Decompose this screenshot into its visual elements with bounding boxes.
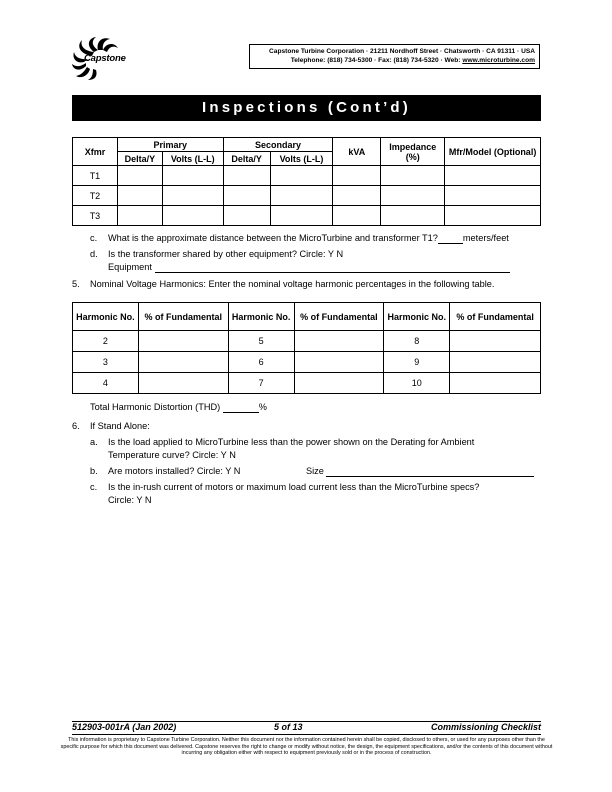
header-harmonic: Harmonic No. (384, 303, 450, 331)
item-6a-line1: Is the load applied to MicroTurbine less than the power shown on the Derating for Ambient (108, 437, 475, 447)
input-cell[interactable] (381, 186, 445, 206)
logo-text: Capstone (84, 53, 126, 64)
capstone-logo (70, 36, 132, 80)
company-address-box (249, 44, 540, 69)
row-label: T1 (73, 166, 118, 186)
input-cell[interactable] (138, 331, 228, 352)
header-pct: % of Fundamental (294, 303, 384, 331)
harmonic-number: 10 (384, 373, 450, 394)
item-6c-line1: Is the in-rush current of motors or maximum load current less than the MicroTurbine specs? (108, 482, 480, 492)
header-kva: kVA (333, 138, 381, 166)
table-row (73, 331, 541, 352)
input-cell[interactable] (450, 331, 541, 352)
input-cell[interactable] (294, 373, 384, 394)
header-mfr-model: Mfr/Model (Optional) (445, 138, 541, 166)
input-cell[interactable] (294, 352, 384, 373)
input-cell[interactable] (138, 373, 228, 394)
header-secondary-delta: Delta/Y (223, 152, 270, 166)
item-6a-line2: Temperature curve? Circle: Y N (108, 450, 236, 460)
item-5-label: 5. (72, 279, 80, 289)
table-row (73, 373, 541, 394)
header-harmonic: Harmonic No. (73, 303, 139, 331)
item-6b-label: b. (90, 466, 98, 476)
item-6b-text: Are motors installed? Circle: Y N (108, 466, 241, 476)
website-link[interactable]: www.microturbine.com (462, 56, 535, 64)
input-cell[interactable] (223, 166, 270, 186)
page-title: Inspections (Cont’d) (72, 95, 541, 121)
input-cell[interactable] (450, 373, 541, 394)
harmonics-table (72, 302, 541, 394)
harmonic-number: 3 (73, 352, 139, 373)
input-cell[interactable] (445, 206, 541, 226)
header-secondary: Secondary (223, 138, 333, 152)
page-number: 5 of 13 (274, 722, 303, 732)
harmonic-number: 6 (228, 352, 294, 373)
address-line: Capstone Turbine Corporation · 21211 Nordhoff Street · Chatsworth · CA 91311 · USA (269, 48, 535, 55)
item-c-line (108, 232, 509, 244)
harmonic-number: 9 (384, 352, 450, 373)
thd-line (90, 401, 267, 413)
size-label: Size (306, 466, 324, 476)
input-cell[interactable] (445, 166, 541, 186)
equipment-line (108, 261, 510, 273)
header-impedance: Impedance (%) (381, 138, 445, 166)
input-cell[interactable] (333, 166, 381, 186)
document-title: Commissioning Checklist (430, 722, 541, 732)
header-pct: % of Fundamental (138, 303, 228, 331)
input-cell[interactable] (270, 206, 333, 226)
size-line (306, 465, 534, 477)
harmonic-number: 7 (228, 373, 294, 394)
input-cell[interactable] (270, 166, 333, 186)
item-6c-line2: Circle: Y N (108, 495, 152, 505)
input-cell[interactable] (333, 186, 381, 206)
header-xfmr: Xfmr (73, 138, 118, 166)
item-6c-label: c. (90, 482, 98, 492)
item-c-suffix: meters/feet (462, 233, 509, 243)
input-cell[interactable] (270, 186, 333, 206)
header-pct: % of Fundamental (450, 303, 541, 331)
input-cell[interactable] (162, 186, 223, 206)
table-row (73, 186, 541, 206)
thd-blank[interactable] (223, 403, 259, 413)
item-5-text: Nominal Voltage Harmonics: Enter the nominal voltage harmonic percentages in the following table. (90, 279, 495, 289)
table-row (73, 352, 541, 373)
table-row (73, 206, 541, 226)
item-c-text: What is the approximate distance between the MicroTurbine and transformer T1? (108, 233, 438, 243)
input-cell[interactable] (138, 352, 228, 373)
row-label: T2 (73, 186, 118, 206)
input-cell[interactable] (381, 206, 445, 226)
input-cell[interactable] (445, 186, 541, 206)
item-6a-label: a. (90, 437, 98, 447)
header-primary-volts: Volts (L-L) (162, 152, 223, 166)
disclaimer: This information is proprietary to Capstone Turbine Corporation. Neither this document nor the information contained herein shall be copied, disclosed to others, or used for any purposes other than the specific purpose for which this document was delivered. Capstone reserves the right to change or modify without notice, the design, the equipment specifications, and/or the contents of this document without incurring any obligation either with respect to equipment previously sold or in the process of construction. (60, 737, 553, 757)
distance-blank[interactable] (438, 234, 463, 244)
header-primary: Primary (117, 138, 223, 152)
footer-divider (72, 734, 541, 735)
table-row (73, 166, 541, 186)
item-d-label: d. (90, 249, 98, 259)
input-cell[interactable] (162, 206, 223, 226)
thd-unit: % (258, 402, 267, 412)
item-6-text: If Stand Alone: (90, 421, 150, 431)
harmonic-number: 4 (73, 373, 139, 394)
input-cell[interactable] (117, 186, 162, 206)
size-blank[interactable] (326, 467, 534, 477)
item-c-label: c. (90, 233, 98, 243)
header-primary-delta: Delta/Y (117, 152, 162, 166)
input-cell[interactable] (117, 166, 162, 186)
document-number: 512903-001rA (Jan 2002) (72, 722, 177, 732)
input-cell[interactable] (381, 166, 445, 186)
transformer-table (72, 137, 541, 226)
equipment-label: Equipment (108, 262, 152, 272)
input-cell[interactable] (223, 206, 270, 226)
equipment-blank[interactable] (155, 263, 510, 273)
item-d-text: Is the transformer shared by other equipment? Circle: Y N (108, 249, 344, 259)
harmonic-number: 5 (228, 331, 294, 352)
header-secondary-volts: Volts (L-L) (270, 152, 333, 166)
input-cell[interactable] (333, 206, 381, 226)
header-harmonic: Harmonic No. (228, 303, 294, 331)
contact-line (250, 57, 535, 66)
item-6-label: 6. (72, 421, 80, 431)
row-label: T3 (73, 206, 118, 226)
harmonic-number: 8 (384, 331, 450, 352)
input-cell[interactable] (450, 352, 541, 373)
contact-text: Telephone: (818) 734-5300 · Fax: (818) 734-5320 · Web: (290, 56, 463, 64)
input-cell[interactable] (162, 166, 223, 186)
input-cell[interactable] (117, 206, 162, 226)
thd-label: Total Harmonic Distortion (THD) (90, 402, 221, 412)
input-cell[interactable] (294, 331, 384, 352)
harmonic-number: 2 (73, 331, 139, 352)
input-cell[interactable] (223, 186, 270, 206)
